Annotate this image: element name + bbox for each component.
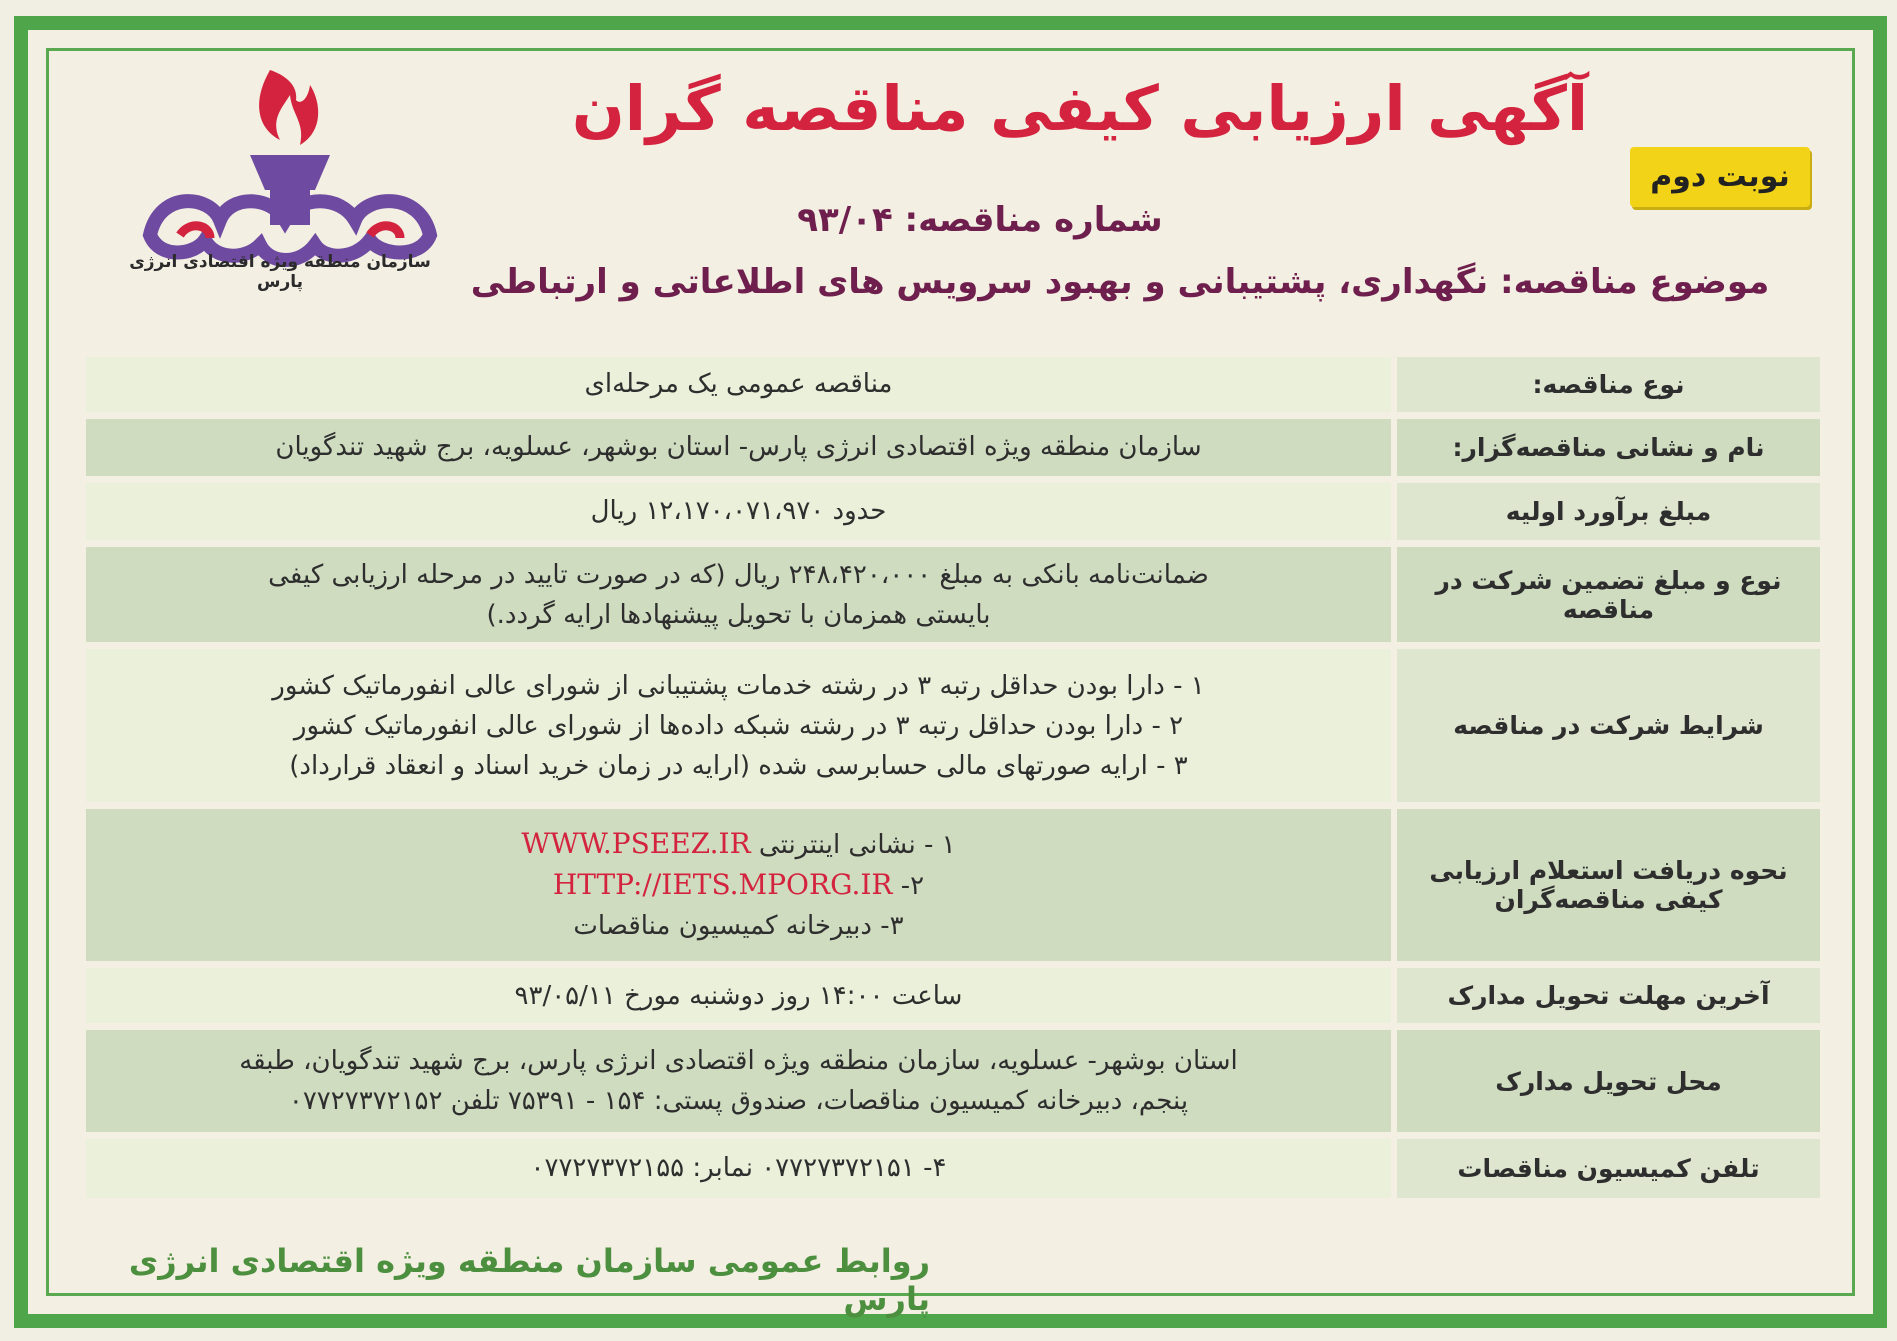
page-title: آگهی ارزیابی کیفی مناقصه گران (571, 72, 1589, 145)
row-label: مبلغ برآورد اولیه (1391, 483, 1820, 540)
table-row (86, 419, 1820, 476)
website-link[interactable]: WWW.PSEEZ.IR (521, 827, 751, 861)
row-value: استان بوشهر- عسلویه، سازمان منطقه ویژه اقتصادی انرژی پارس، برج شهید تندگویان، طبقه پنجم، دبیرخانه کمیسیون مناقصات، صندوق پستی: ۱۵۴ - ۷۵۳۹۱ تلفن ۰۷۷۲۷۳۷۲۱۵۲ (86, 1030, 1391, 1132)
table-row (86, 649, 1820, 802)
row-value: مناقصه عمومی یک مرحله‌ای (86, 357, 1391, 412)
table-row (86, 1139, 1820, 1198)
table-row (86, 1030, 1820, 1132)
row-value: ساعت ۱۴:۰۰ روز دوشنبه مورخ ۹۳/۰۵/۱۱ (86, 968, 1391, 1023)
iets-link[interactable]: HTTP://IETS.MPORG.IR (552, 868, 893, 902)
table-row (86, 968, 1820, 1023)
row-value: سازمان منطقه ویژه اقتصادی انرژی پارس- استان بوشهر، عسلویه، برج شهید تندگویان (86, 419, 1391, 476)
tender-subject: موضوع مناقصه: نگهداری، پشتیبانی و بهبود سرویس های اطلاعاتی و ارتباطی (470, 262, 1770, 302)
row-value: ۱ - دارا بودن حداقل رتبه ۳ در رشته خدمات پشتیبانی از شورای عالی انفورماتیک کشور ۲ - دارا بودن حداقل رتبه ۳ در رشته شبکه داده‌ها از شورای عالی انفورماتیک کشور ۳ - ارایه صورتهای مالی حسابرسی شده (ارایه در زمان خرید اسناد و انعقاد قرارداد) (86, 649, 1391, 802)
row-label: نام و نشانی مناقصه‌گزار: (1391, 419, 1820, 476)
row-value: ۱ - نشانی اینترنتی WWW.PSEEZ.IR ۲- HTTP://IETS.MPORG.IR ۳- دبیرخانه کمیسیون مناقصات (86, 809, 1391, 962)
row-value: ۴- ۰۷۷۲۷۳۷۲۱۵۱ نمابر: ۰۷۷۲۷۳۷۲۱۵۵ (86, 1139, 1391, 1198)
logo-caption: سازمان منطقه ویژه اقتصادی انرژی پارس (129, 252, 431, 292)
row-value: حدود ۱۲،۱۷۰،۰۷۱،۹۷۰ ریال (86, 483, 1391, 540)
second-publication-badge: نوبت دوم (1630, 147, 1810, 207)
table-row (86, 483, 1820, 540)
tender-number: شماره مناقصه: ۹۳/۰۴ (797, 200, 1163, 240)
link-prefix: ۱ - نشانی اینترنتی (758, 830, 956, 861)
row-label: شرایط شرکت در مناقصه (1391, 649, 1820, 802)
row-label: تلفن کمیسیون مناقصات (1391, 1139, 1820, 1198)
row-value: ضمانت‌نامه بانکی به مبلغ ۲۴۸،۴۲۰،۰۰۰ ریال (که در صورت تایید در مرحله ارزیابی کیفی بایستی همزمان با تحویل پیشنهادها ارایه گردد.) (86, 547, 1391, 643)
link-prefix: ۲- (900, 871, 925, 902)
row-label: نوع و مبلغ تضمین شرکت در مناقصه (1391, 547, 1820, 643)
row-label: نوع مناقصه: (1391, 357, 1820, 412)
row-label: محل تحویل مدارک (1391, 1030, 1820, 1132)
tender-info-table (86, 350, 1820, 1205)
public-relations-footer: روابط عمومی سازمان منطقه ویژه اقتصادی انرژی پارس (128, 1242, 930, 1318)
row-label: آخرین مهلت تحویل مدارک (1391, 968, 1820, 1023)
table-row (86, 357, 1820, 412)
table-row (86, 809, 1820, 962)
table-row (86, 547, 1820, 643)
row-label: نحوه دریافت استعلام ارزیابی کیفی مناقصه‌گران (1391, 809, 1820, 962)
